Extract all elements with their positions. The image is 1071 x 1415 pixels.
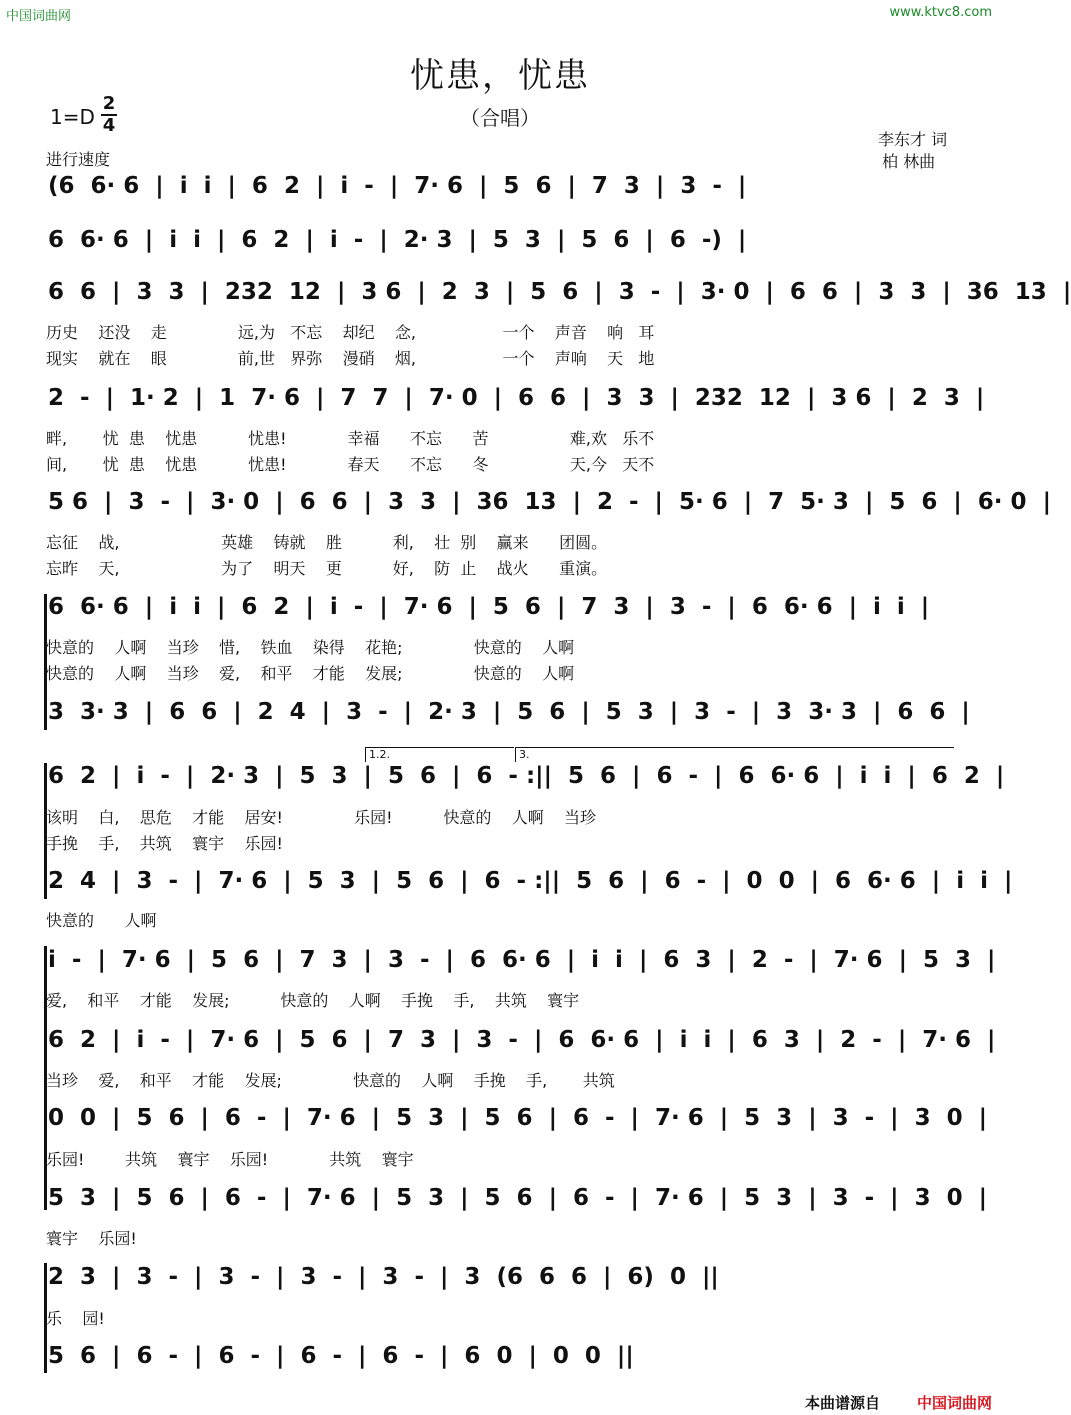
- lyric-line: 乐园! 共筑 寰宇 乐园! 共筑 寰宇: [46, 1150, 414, 1169]
- notation-line: (6 6· 6 | i i | 6 2 | i - | 7· 6 | 5 6 | 7 3 | 3 - |: [48, 173, 747, 199]
- notation-line: 6 2 | i - | 7· 6 | 5 6 | 7 3 | 3 - | 6 6· 6 | i i | 6 3 | 2 - | 7· 6 |: [48, 1027, 996, 1053]
- notation-line: 2 - | 1· 2 | 1 7· 6 | 7 7 | 7· 0 | 6 6 | 3 3 | 232 12 | 3 6 | 2 3 |: [48, 385, 985, 411]
- lyric-line: 乐 园!: [46, 1309, 105, 1328]
- volta-first-label: 1.2.: [369, 748, 390, 761]
- lyric-line: 现实 就在 眼 前,世 界弥 漫硝 烟, 一个 声响 天 地: [46, 349, 655, 368]
- key-signature: [50, 105, 95, 129]
- notation-line: 3 3· 3 | 6 6 | 2 4 | 3 - | 2· 3 | 5 6 | 5 3 | 3 - | 3 3· 3 | 6 6 |: [48, 699, 970, 725]
- lyric-line: 间, 忧 患 忧患 忧患! 春天 不忘 冬 天,今 天不: [46, 455, 655, 474]
- time-bottom: 4: [102, 115, 116, 136]
- lyric-line: 爱, 和平 才能 发展; 快意的 人啊 手挽 手, 共筑 寰宇: [46, 991, 580, 1010]
- composer-credit: 柏 林曲: [882, 152, 936, 171]
- lyric-line: 历史 还没 走 远,为 不忘 却纪 念, 一个 声音 响 耳: [46, 323, 655, 342]
- footer-site: 中国词曲网: [916, 1394, 992, 1412]
- notation-line: 6 6 | 3 3 | 232 12 | 3 6 | 2 3 | 5 6 | 3 - | 3· 0 | 6 6 | 3 3 | 36 13 |: [48, 279, 1071, 305]
- lyric-line: 快意的 人啊 当珍 惜, 铁血 染得 花艳; 快意的 人啊: [46, 638, 575, 657]
- lyric-line: 该明 白, 思危 才能 居安! 乐园! 快意的 人啊 当珍: [46, 808, 597, 827]
- time-top: 2: [102, 93, 116, 114]
- lyric-line: 忘征 战, 英雄 铸就 胜 利, 壮 别 赢来 团圆。: [46, 533, 608, 552]
- notation-line: 5 6 | 3 - | 3· 0 | 6 6 | 3 3 | 36 13 | 2 - | 5· 6 | 7 5· 3 | 5 6 | 6· 0 |: [48, 489, 1051, 515]
- lyric-line: 忘昨 天, 为了 明天 更 好, 防 止 战火 重演。: [46, 559, 608, 578]
- watermark-right: www.ktvc8.com: [889, 5, 992, 20]
- time-signature: [101, 94, 117, 136]
- notation-line: 0 0 | 5 6 | 6 - | 7· 6 | 5 3 | 5 6 | 6 - | 7· 6 | 5 3 | 3 - | 3 0 |: [48, 1105, 988, 1131]
- lyric-line: 快意的 人啊 当珍 爱, 和平 才能 发展; 快意的 人啊: [46, 664, 575, 683]
- lyric-line: 当珍 爱, 和平 才能 发展; 快意的 人啊 手挽 手, 共筑: [46, 1071, 615, 1090]
- page-title: 忧患，忧患: [410, 56, 590, 96]
- lyric-line: 畔, 忧 患 忧患 忧患! 幸福 不忘 苦 难,欢 乐不: [46, 429, 655, 448]
- lyric-line: 手挽 手, 共筑 寰宇 乐园!: [46, 834, 283, 853]
- subtitle: （合唱）: [460, 106, 540, 130]
- notation-line: 6 6· 6 | i i | 6 2 | i - | 7· 6 | 5 6 | 7 3 | 3 - | 6 6· 6 | i i |: [48, 594, 930, 620]
- lyric-line: 寰宇 乐园!: [46, 1229, 137, 1248]
- volta-first: [365, 747, 514, 762]
- volta-third-label: 3.: [519, 748, 530, 761]
- key-label: 1=D: [50, 105, 95, 129]
- notation-line: 6 2 | i - | 2· 3 | 5 3 | 5 6 | 6 - :|| 5 6 | 6 - | 6 6· 6 | i i | 6 2 |: [48, 763, 1005, 789]
- footer-source-label: 本曲谱源自: [804, 1394, 880, 1412]
- lyric-line: 快意的 人啊: [46, 911, 157, 930]
- volta-third: [515, 747, 954, 762]
- notation-line: 5 6 | 6 - | 6 - | 6 - | 6 - | 6 0 | 0 0 ||: [48, 1343, 634, 1369]
- notation-line: 5 3 | 5 6 | 6 - | 7· 6 | 5 3 | 5 6 | 6 - | 7· 6 | 5 3 | 3 - | 3 0 |: [48, 1185, 988, 1211]
- lyricist-credit: 李东才 词: [878, 130, 948, 149]
- notation-line: 6 6· 6 | i i | 6 2 | i - | 2· 3 | 5 3 | 5 6 | 6 -) |: [48, 227, 747, 253]
- notation-line: i - | 7· 6 | 5 6 | 7 3 | 3 - | 6 6· 6 | i i | 6 3 | 2 - | 7· 6 | 5 3 |: [48, 947, 996, 973]
- tempo-marking: 进行速度: [46, 150, 111, 169]
- notation-line: 2 4 | 3 - | 7· 6 | 5 3 | 5 6 | 6 - :|| 5 6 | 6 - | 0 0 | 6 6· 6 | i i |: [48, 868, 1013, 894]
- notation-line: 2 3 | 3 - | 3 - | 3 - | 3 - | 3 (6 6 6 | 6) 0 ||: [48, 1264, 719, 1290]
- watermark-left: 中国词曲网: [6, 9, 72, 24]
